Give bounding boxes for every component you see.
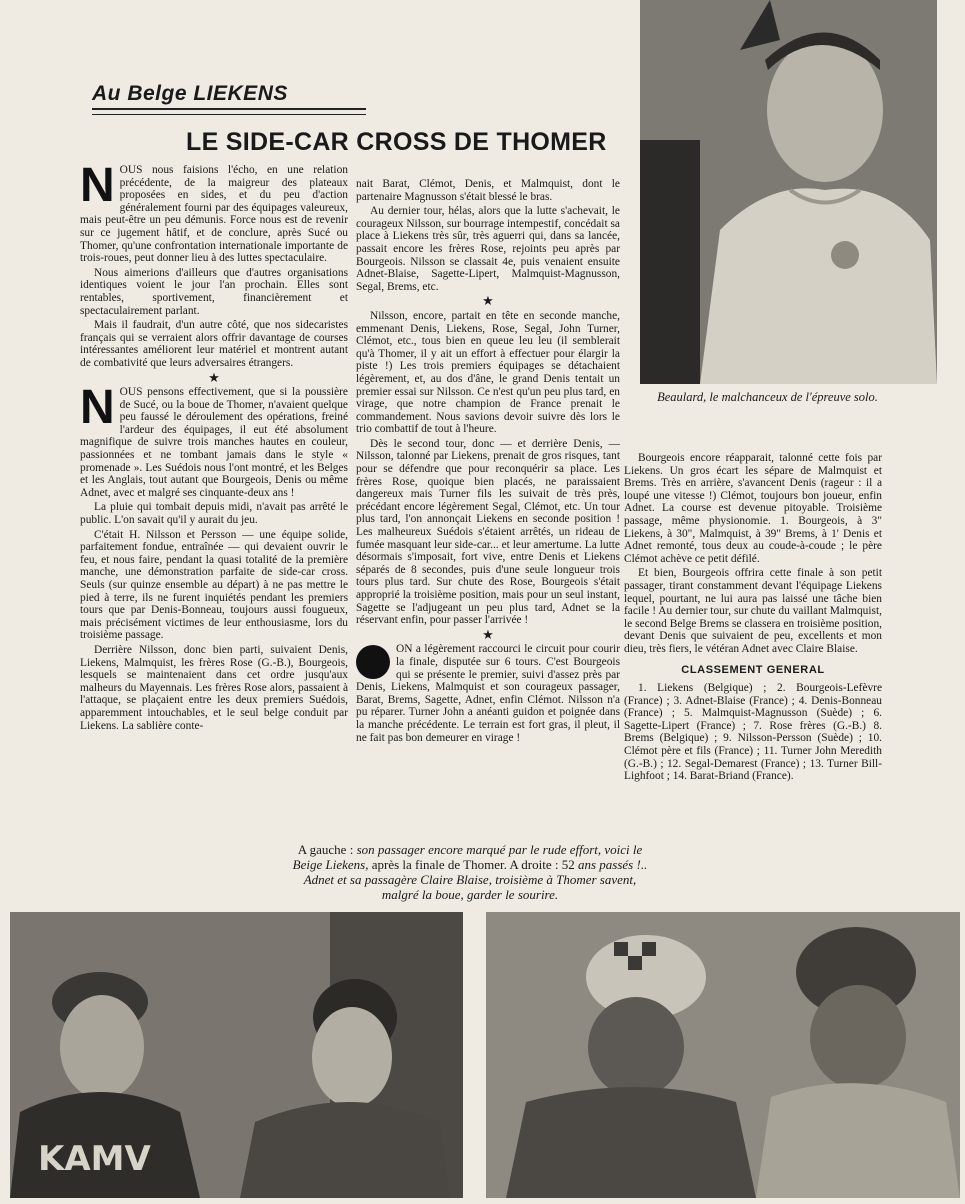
paragraph: Bourgeois encore réapparait, talonné cette fois par Liekens. Un gros écart les sépare de Malmquist et Brems. Très en arrière, s'avancent Denis (rageur : il a loupé une vitesse !) Clémot, toujours bon joueur, enfin Adnet. La course est devenue pitoyable. Troisième passage, même physionomie. 1. Bourgeois, à 3" Liekens, à 30", Malmquist, à 39" Brems, à 1' Denis et Adnet remonté, tous deux au coude-à-coude ; le père Clémot achève ce petit défilé. xyxy=(624,452,882,565)
riders-right-illustration xyxy=(486,912,960,1198)
heading-rule xyxy=(92,114,366,115)
bottom-caption xyxy=(220,842,720,902)
section-star: ★ xyxy=(482,626,494,642)
photo-liekens xyxy=(10,912,463,1198)
paragraph xyxy=(356,643,620,744)
paragraph: Dès le second tour, donc — et derrière Denis, — Nilsson, talonné par Liekens, prenait de gros risques, tant pour se défendre que pour reconquérir sa place. Les frères Rose, quoique bien placés, ne paraissaient dangereux mais Turner fils les suivait de très près, précédant encore légèrement Segal, Clémot, etc. Un tour plus tard, l'on annonçait Liekens en seconde position ! Les malheureux Suédois s'étaient arrêtés, un rideau de fumée masquant leur side-car... et leur amertume. La lutte désormais s'imposait, fort vive, entre Denis et Liekens séparés de 8 secondes, puis d'une seule longueur trois tours plus tard. Sur chute des Rose, Bourgeois s'était approprié la troisième position, mais pour un seul instant, Sagette se l'adjugeant un peu plus tard, Adnet se la réservant enfin, pour passer l'arrivée ! xyxy=(356,437,620,627)
paragraph: Au dernier tour, hélas, alors que la lutte s'achevait, le courageux Nilsson, sur bourrage intempestif, concédait sa place à Liekens très sûr, très aguerri qui, dans sa lancée, passait encore les frères Rose, rejoints peu après par Bourgeois. Nilsson se classait 4e, puis venaient ensuite Adnet-Blaise, Sagette-Lipert, Malmquist-Magnusson, Segal, Brems, etc. xyxy=(356,205,620,293)
kicker-heading xyxy=(92,82,366,110)
dropcap-n-1: N xyxy=(80,164,115,212)
dropcap-n-2: N xyxy=(80,381,115,435)
paragraph: Nilsson, encore, partait en tête en seconde manche, emmenant Denis, Liekens, Rose, Segal, John Turner, Clémot, etc., tous bien en queue leu leu (il semblerait qu'à Thomer, il y ait un effort à effectuer pour élargir la piste !) Les trois premiers équipages se détachaient légèrement, et, au dos d'âne, le grand Denis tentait un premier essai sur Nilsson. Ce n'est qu'un peu plus tard, en virage, que notre champion de France prenait le commandement. Nous savions devoir suivre dès lors le trio combattif de tout à l'heure. xyxy=(356,309,620,436)
article-column-3 xyxy=(624,452,882,842)
photo-top-caption: Beaulard, le malchanceux de l'épreuve solo. xyxy=(657,390,878,404)
portrait-illustration xyxy=(640,0,937,384)
photo-beaulard xyxy=(640,0,937,384)
paragraph: Mais il faudrait, d'un autre côté, que nos sidecaristes français qui se verraient alors offrir davantage de courses intéressantes améliorent leur matériel et montrent autant de combativité que leurs adversaires étrangers. xyxy=(80,319,348,369)
paragraph: nait Barat, Clémot, Denis, et Malmquist, dont le partenaire Magnusson s'était blessé le bras. xyxy=(356,178,620,203)
article-title: LE SIDE-CAR CROSS DE THOMER xyxy=(186,128,607,156)
dropcap-o-letter: O xyxy=(396,643,405,656)
classement-title: CLASSEMENT GENERAL xyxy=(681,663,825,676)
paragraph-text: N a légèrement raccourci le circuit pour courir la finale, disputée sur 6 tours. C'est Bourgeois qui se présente le premier, suivi d'assez près par Denis, Liekens, Malmquist et son courageux passager, Barat, Brems, Sagette, Adnet, enfin Clémot. Nilsson n'a pu réparer. Turner John a anéanti guidon et poignée dans la manche précédente. Le terrain est fort gras, il pleut, il ne fait pas bon demeurer en virage ! xyxy=(356,643,620,744)
sweater-text: KAMV xyxy=(38,1139,151,1179)
classement-list: 1. Liekens (Belgique) ; 2. Bourgeois-Lefèvre (France) ; 3. Adnet-Blaise (France) ; 4. Denis-Bonneau (France) ; 5. Malmquist-Magnusson (Suède) ; 6. Sagette-Lipert (France) ; 7. Rose frères (G.-B.) 8. Brems (Belgique) ; 9. Nilsson-Persson (Suède) ; 10. Clémot père et fils (France) ; 11. Turner John Meredith (G.-B.) ; 12. Segal-Demarest (France) ; 13. Turner Bill-Lighfoot ; 14. Barat-Briand (France). xyxy=(624,682,882,783)
paragraph: Derrière Nilsson, donc bien parti, suivaient Denis, Liekens, Malmquist, les frères Rose (G.-B.), Bourgeois, lesquels se maintenaient dans cet ordre jusqu'aux malheurs du Mayennais. Les frères Rose alors, passaient à l'attaque, se plaçaient entre les deux premiers Suédois, apparemment intouchables, et le seul belge conduit par Liekens. La sablière conte- xyxy=(80,643,348,732)
paragraph: Nous aimerions d'ailleurs que d'autres organisations identiques voient le jour l'an prochain. Elles sont rentables, sportivement, financièrement et spectaculairement parlant. xyxy=(80,266,348,317)
article-column-2 xyxy=(356,178,620,830)
paragraph: OUS pensons effectivement, que si la poussière de Sucé, ou la boue de Thomer, n'avaient quelque peu faussé le déroulement des opérations, freiné l'ardeur des équipages, il eut été absolument magnifique de suivre trois manches hautes en couleur, passionnées et ne tombant jamais dans le style « promenade ». Les Suédois nous l'ont montré, et les Belges et les Anglais, tout autant que Bourgeois, Denis ou même Adnet, avec et malgré ses cinquante-deux ans ! xyxy=(80,386,348,499)
photo-adnet-blaise xyxy=(486,912,960,1198)
caption-line: Adnet et sa passagère Claire Blaise, troisième à Thomer savent, xyxy=(303,872,637,887)
section-star: ★ xyxy=(208,369,220,385)
paragraph: Et bien, Bourgeois offrira cette finale à son petit passager, tirant constamment devant l'équipage Liekens lequel, pourtant, ne lui aura pas laissé une tâche bien facile ! Au dernier tour, sur chute du vaillant Malmquist, le second Belge Brems se classera en troisième position, devant Denis que suivaient de peu, excellents et mon dieu, très fiers, le vétéran Adnet avec Claire Blaise. xyxy=(624,567,882,655)
paragraph: C'était H. Nilsson et Persson — une équipe solide, parfaitement fondue, entraînée — qui devaient ouvrir le feu, et nous faire, pendant la quasi totalité de la première manche, une démonstration parfaite de side-car cross. Seuls (sur quinze ensemble au départ) à ne pas mettre le pied à terre, ils ne furent inquiétés pendant les premiers tours que par Denis-Bonneau, toujours aussi fougueux, mais précisément victimes de leur enthousiasme, lors du troisième passage. xyxy=(80,528,348,642)
caption-line: A gauche : son passager encore marqué par le rude effort, voici le xyxy=(297,842,643,857)
kicker-text: Au Belge LIEKENS xyxy=(92,82,288,105)
section-star: ★ xyxy=(482,293,494,309)
riders-left-illustration xyxy=(10,912,463,1198)
caption-line: Beige Liekens, après la finale de Thomer. A droite : 52 ans passés !.. xyxy=(292,857,648,872)
caption-line: malgré la boue, garder le sourire. xyxy=(381,887,559,902)
article-column-1 xyxy=(80,164,348,830)
paragraph: OUS nous faisions l'écho, en une relation précédente, de la maigreur des plateaux proposées en sides, et du peu d'action généralement fourni par des équipages valeureux, mais peut-être un peu démunis. Force nous est de revenir sur ce jugement hâtif, et de conclure, après Sucé ou Thomer, qu'une confrontation internationale importante de trois-roues, peut donner lieu à des luttes spectaculaire. xyxy=(80,164,348,265)
paragraph: La pluie qui tombait depuis midi, n'avait pas arrêté le public. L'on savait qu'il y aurait du jeu. xyxy=(80,501,348,527)
